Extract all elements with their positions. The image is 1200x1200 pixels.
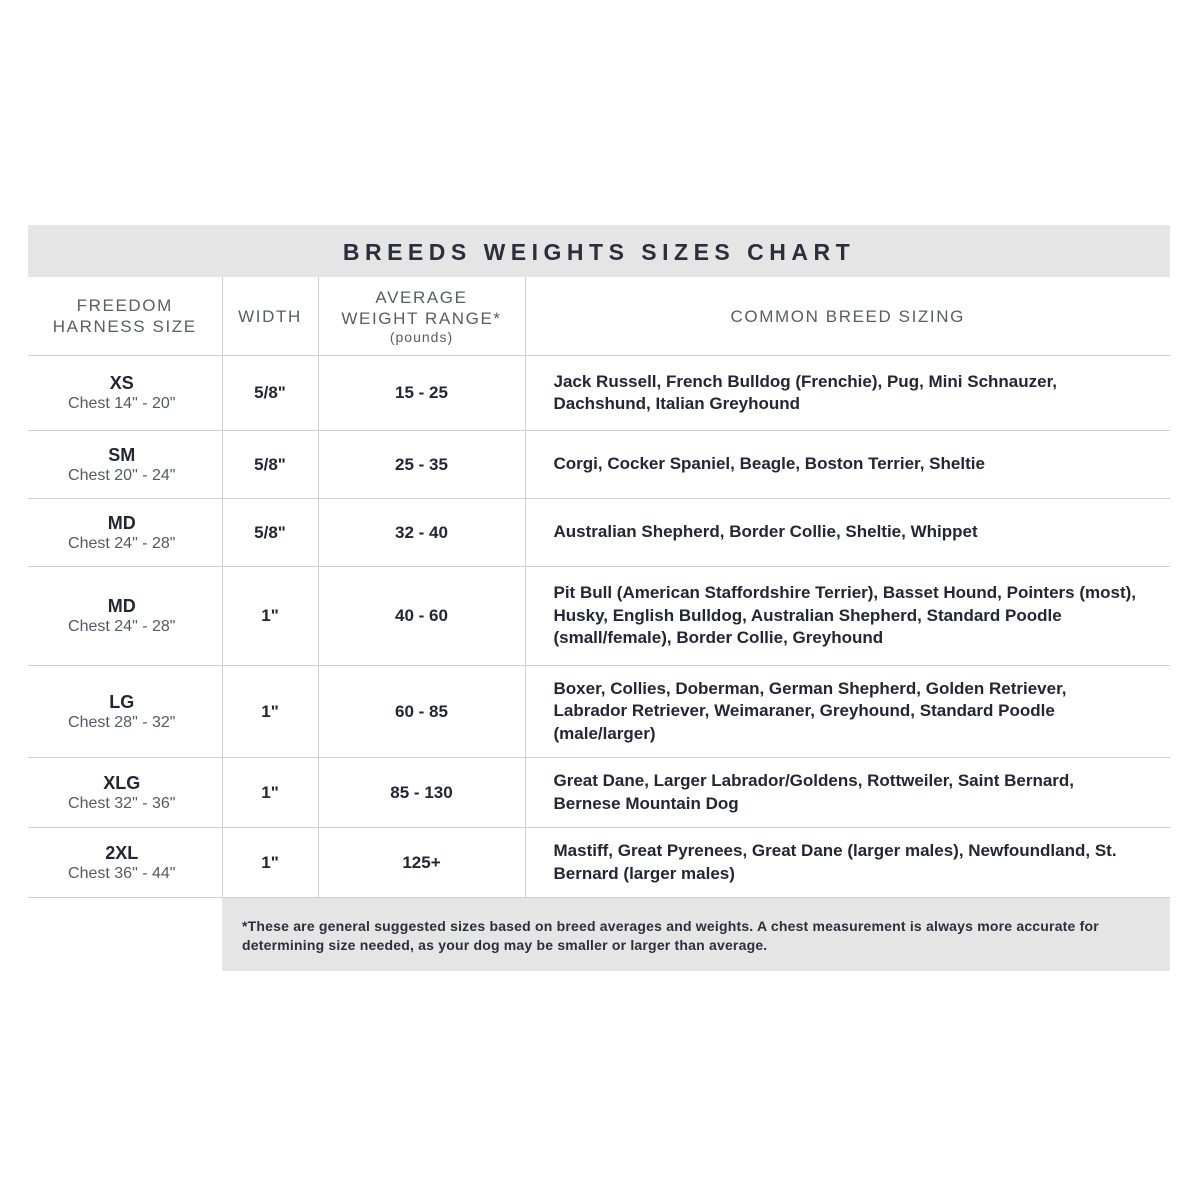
size-code: MD xyxy=(107,596,136,616)
weight-range: 125+ xyxy=(318,828,525,898)
weight-range: 60 - 85 xyxy=(318,666,525,758)
weight-range: 40 - 60 xyxy=(318,567,525,666)
chest-range: Chest 28" - 32" xyxy=(68,713,176,731)
weight-range: 85 - 130 xyxy=(318,758,525,828)
width-value: 1" xyxy=(222,666,318,758)
width-value: 1" xyxy=(222,758,318,828)
size-code: MD xyxy=(107,512,136,533)
table-row xyxy=(28,499,1170,567)
table-row xyxy=(28,431,1170,499)
chest-range: Chest 24" - 28" xyxy=(68,618,176,635)
breed-list: Corgi, Cocker Spaniel, Beagle, Boston Terrier, Sheltie xyxy=(525,431,1170,499)
size-cell xyxy=(28,666,222,758)
size-code: XLG xyxy=(103,772,141,793)
width-value: 5/8" xyxy=(222,431,318,499)
breed-list: Great Dane, Larger Labrador/Goldens, Rottweiler, Saint Bernard, Bernese Mountain Dog xyxy=(525,758,1170,828)
width-value: 1" xyxy=(222,567,318,666)
header-width: WIDTH xyxy=(222,277,318,356)
chest-range: Chest 32" - 36" xyxy=(68,794,176,812)
width-value: 5/8" xyxy=(222,499,318,567)
width-value: 1" xyxy=(222,828,318,898)
chest-range: Chest 36" - 44" xyxy=(68,864,176,882)
size-cell xyxy=(28,828,222,898)
size-chart-table xyxy=(28,277,1170,898)
size-cell xyxy=(28,758,222,828)
size-code: LG xyxy=(109,691,135,712)
size-cell xyxy=(28,356,222,431)
table-row xyxy=(28,666,1170,758)
chest-range: Chest 14" - 20" xyxy=(68,395,176,412)
header-harness-size xyxy=(28,277,222,356)
header-row xyxy=(28,277,1170,356)
breed-list: Jack Russell, French Bulldog (Frenchie), Pug, Mini Schnauzer, Dachshund, Italian Greyhound xyxy=(525,356,1170,431)
table-row xyxy=(28,356,1170,431)
weight-range: 15 - 25 xyxy=(318,356,525,431)
breed-list: Mastiff, Great Pyrenees, Great Dane (larger males), Newfoundland, St. Bernard (larger males) xyxy=(525,828,1170,898)
table-row xyxy=(28,567,1170,666)
table-row xyxy=(28,758,1170,828)
footnote: *These are general suggested sizes based on breed averages and weights. A chest measurement is always more accurate for determining size needed, as your dog may be smaller or larger than average. xyxy=(222,898,1170,971)
header-size-line1: FREEDOM xyxy=(76,296,173,315)
header-weight-line2: WEIGHT RANGE* xyxy=(341,308,502,328)
size-cell xyxy=(28,431,222,499)
breed-list: Boxer, Collies, Doberman, German Shepherd, Golden Retriever, Labrador Retriever, Weimaraner, Greyhound, Standard Poodle (male/larger) xyxy=(525,666,1170,758)
weight-range: 32 - 40 xyxy=(318,499,525,567)
size-cell xyxy=(28,567,222,666)
header-weight-range xyxy=(318,277,525,356)
chest-range: Chest 24" - 28" xyxy=(68,534,176,552)
chart-title-bar xyxy=(28,225,1170,277)
chart-title: BREEDS WEIGHTS SIZES CHART xyxy=(342,238,856,265)
breed-list: Pit Bull (American Staffordshire Terrier), Basset Hound, Pointers (most), Husky, English Bulldog, Australian Shepherd, Standard Poodle (small/female), Border Collie, Greyhound xyxy=(525,567,1170,666)
weight-range: 25 - 35 xyxy=(318,431,525,499)
header-size-line2: HARNESS SIZE xyxy=(52,317,197,336)
table-row xyxy=(28,828,1170,898)
header-breed-sizing: COMMON BREED SIZING xyxy=(525,277,1170,356)
size-code: SM xyxy=(108,444,136,465)
size-code: 2XL xyxy=(105,842,139,863)
breed-list: Australian Shepherd, Border Collie, Sheltie, Whippet xyxy=(525,499,1170,567)
chest-range: Chest 20" - 24" xyxy=(68,466,176,484)
width-value: 5/8" xyxy=(222,356,318,431)
header-weight-sub: (pounds) xyxy=(389,328,454,345)
header-weight-line1: AVERAGE xyxy=(375,287,468,307)
size-cell xyxy=(28,499,222,567)
size-code: XS xyxy=(109,373,134,393)
